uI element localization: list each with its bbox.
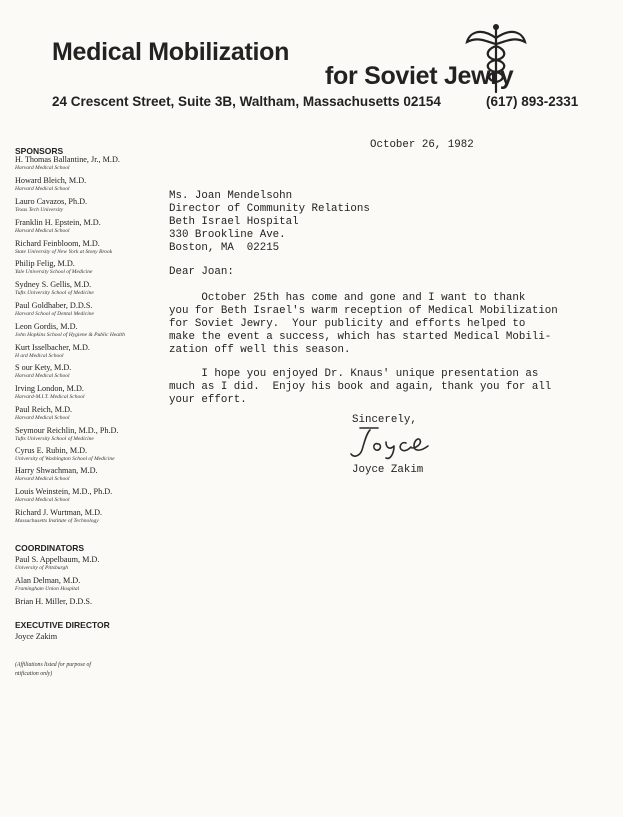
- coordinator-affiliation: Framingham Union Hospital: [15, 585, 80, 592]
- sponsor-affiliation: H ard Medical School: [15, 352, 64, 359]
- coordinator-affiliation: University of Pittsburgh: [15, 564, 68, 571]
- sponsor-affiliation: State University of New York at Stony Brook: [15, 248, 113, 255]
- sponsor-entry: [15, 239, 185, 256]
- sponsor-affiliation: Harvard School of Dental Medicine: [15, 310, 94, 317]
- sponsor-affiliation: Harvard Medical School: [15, 372, 70, 379]
- sponsor-name: Kurt Isselbacher, M.D.: [15, 343, 90, 352]
- coordinator-name: Brian H. Miller, D.D.S.: [15, 597, 92, 606]
- body-line: make the event a success, which has started Medical Mobili-: [169, 331, 552, 343]
- sponsor-entry: [15, 301, 185, 318]
- recipient-line: 330 Brookline Ave.: [169, 229, 286, 241]
- sponsor-name: H. Thomas Ballantine, Jr., M.D.: [15, 155, 120, 164]
- handwritten-signature: [348, 424, 432, 466]
- sponsor-entry: [15, 405, 185, 422]
- sponsor-name: Irving London, M.D.: [15, 384, 84, 393]
- coordinator-entry: [15, 576, 185, 593]
- sponsor-name: Harry Shwachman, M.D.: [15, 466, 98, 475]
- executive-director-entry: [15, 632, 185, 642]
- signer-name: Joyce Zakim: [352, 464, 424, 476]
- recipient-line: Director of Community Relations: [169, 203, 370, 215]
- sponsor-entry: [15, 487, 185, 504]
- sponsor-entry: [15, 259, 185, 276]
- sponsor-name: Louis Weinstein, M.D., Ph.D.: [15, 487, 113, 496]
- sponsor-affiliation: University of Washington School of Medicine: [15, 455, 115, 462]
- closing: Sincerely,: [352, 414, 417, 426]
- sponsor-name: Franklin H. Epstein, M.D.: [15, 218, 101, 227]
- sponsor-affiliation: Harvard Medical School: [15, 496, 70, 503]
- sponsor-affiliation: Harvard-M.I.T. Medical School: [15, 393, 85, 400]
- sponsor-name: Seymour Reichlin, M.D., Ph.D.: [15, 426, 119, 435]
- sponsor-affiliation: Massachusetts Institute of Technology: [15, 517, 99, 524]
- sponsor-affiliation: John Hopkins School of Hygiene & Public Health: [15, 331, 125, 338]
- sponsor-name: Cyrus E. Rubin, M.D.: [15, 446, 88, 455]
- sponsor-affiliation: Tufts University School of Medicine: [15, 289, 94, 296]
- letterhead-title-line1: Medical Mobilization: [52, 38, 290, 66]
- sponsor-entry: [15, 280, 185, 297]
- sponsor-name: Howard Bleich, M.D.: [15, 176, 87, 185]
- sponsor-entry: [15, 155, 185, 172]
- sponsor-entry: [15, 322, 185, 339]
- coordinators-heading: COORDINATORS: [15, 543, 85, 553]
- salutation: Dear Joan:: [169, 266, 234, 278]
- sponsor-affiliation: Harvard Medical School: [15, 227, 70, 234]
- sponsors-heading: SPONSORS: [15, 146, 64, 156]
- coordinator-name: Alan Delman, M.D.: [15, 576, 81, 585]
- sponsor-affiliation: Harvard Medical School: [15, 414, 70, 421]
- sponsor-name: Richard J. Wurtman, M.D.: [15, 508, 103, 517]
- sponsor-entry: [15, 384, 185, 401]
- executive-director-heading: EXECUTIVE DIRECTOR: [15, 620, 110, 630]
- body-line: for Soviet Jewry. Your publicity and efforts helped to: [169, 318, 526, 330]
- letterhead-address: 24 Crescent Street, Suite 3B, Waltham, Massachusetts 02154: [52, 94, 441, 109]
- recipient-line: Beth Israel Hospital: [169, 216, 299, 228]
- sponsor-name: Sydney S. Gellis, M.D.: [15, 280, 92, 289]
- sponsor-name: Richard Feinbloom, M.D.: [15, 239, 100, 248]
- letter-date: October 26, 1982: [370, 139, 474, 151]
- sponsor-affiliation: Texas Tech University: [15, 206, 64, 213]
- sponsor-name: Lauro Cavazos, Ph.D.: [15, 197, 88, 206]
- sponsor-affiliation: Harvard Medical School: [15, 185, 70, 192]
- letterhead-title-line2: for Soviet Jewry: [325, 62, 514, 90]
- sponsor-entry: [15, 218, 185, 235]
- affiliation-footnote-line1: (Affiliations listed for purpose of: [15, 662, 92, 668]
- sponsor-entry: [15, 343, 185, 360]
- body-line: October 25th has come and gone and I want to thank: [169, 292, 526, 304]
- affiliation-footnote-line2: ntification only): [15, 671, 53, 677]
- sponsor-name: Paul Reich, M.D.: [15, 405, 73, 414]
- body-line: your effort.: [169, 394, 247, 406]
- sponsor-affiliation: Tufts University School of Medicine: [15, 435, 94, 442]
- coordinator-entry: [15, 597, 185, 607]
- recipient-line: Ms. Joan Mendelsohn: [169, 190, 293, 202]
- sponsor-name: Leon Gordis, M.D.: [15, 322, 78, 331]
- sponsor-name: S our Kety, M.D.: [15, 363, 72, 372]
- sponsor-entry: [15, 446, 185, 463]
- body-line: much as I did. Enjoy his book and again, thank you for all: [169, 381, 552, 393]
- sponsor-name: Paul Goldhaber, D.D.S.: [15, 301, 93, 310]
- body-line: you for Beth Israel's warm reception of Medical Mobilization: [169, 305, 558, 317]
- body-line: zation off well this season.: [169, 344, 351, 356]
- letterhead-phone: (617) 893-2331: [486, 94, 579, 109]
- coordinator-entry: [15, 555, 185, 572]
- sponsor-entry: [15, 508, 185, 525]
- sponsor-affiliation: Harvard Medical School: [15, 164, 70, 171]
- sponsor-affiliation: Harvard Medical School: [15, 475, 70, 482]
- sponsor-entry: [15, 363, 185, 380]
- sponsor-name: Philip Felig, M.D.: [15, 259, 75, 268]
- sponsor-entry: [15, 197, 185, 214]
- caduceus-logo-icon: [465, 22, 527, 94]
- recipient-line: Boston, MA 02215: [169, 242, 280, 254]
- executive-director-name: Joyce Zakim: [15, 632, 58, 641]
- sponsor-entry: [15, 426, 185, 443]
- body-line: I hope you enjoyed Dr. Knaus' unique presentation as: [169, 368, 539, 380]
- coordinator-name: Paul S. Appelbaum, M.D.: [15, 555, 100, 564]
- sponsor-affiliation: Yale University School of Medicine: [15, 268, 93, 275]
- sponsor-entry: [15, 176, 185, 193]
- sponsor-entry: [15, 466, 185, 483]
